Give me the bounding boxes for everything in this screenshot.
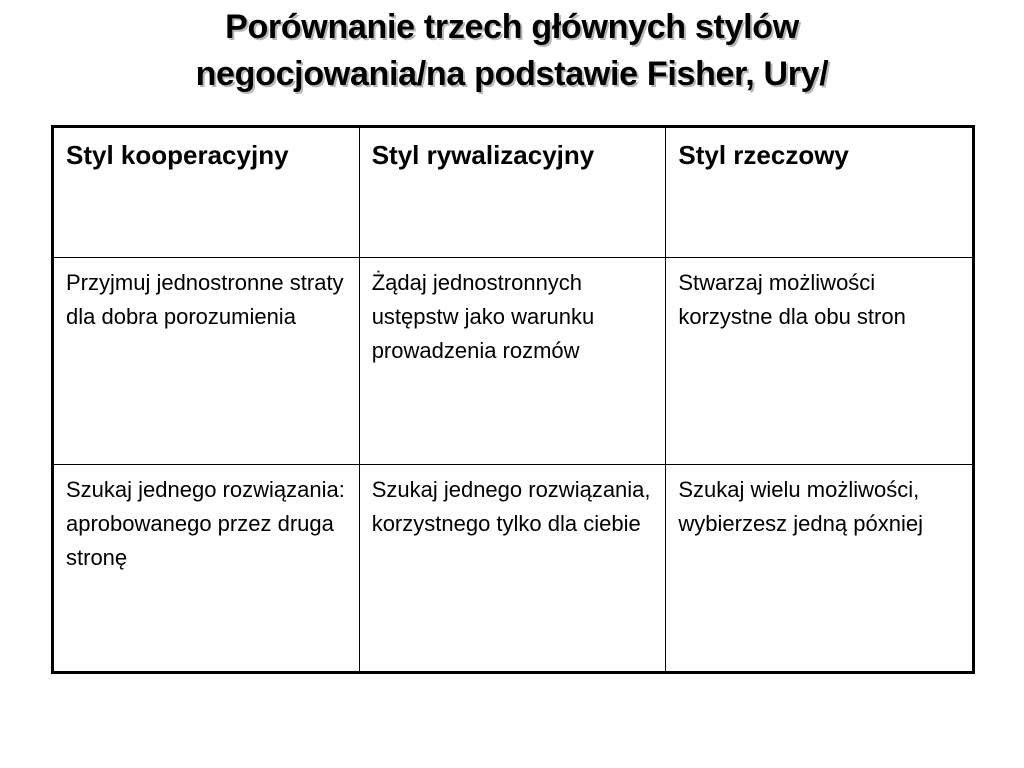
header-cell-cooperative: Styl kooperacyjny xyxy=(53,127,360,258)
table-row xyxy=(53,258,974,465)
table-cell: Szukaj jednego rozwiązania, korzystnego tylko dla ciebie xyxy=(359,465,666,673)
slide-title xyxy=(0,4,1024,98)
table-cell: Stwarzaj możliwości korzystne dla obu stron xyxy=(666,258,974,465)
comparison-table xyxy=(51,125,975,674)
slide-title-line-2: negocjowania/na podstawie Fisher, Ury/ xyxy=(195,55,829,93)
table-cell: Żądaj jednostronnych ustępstw jako warunku prowadzenia rozmów xyxy=(359,258,666,465)
table-row xyxy=(53,465,974,673)
header-cell-competitive: Styl rywalizacyjny xyxy=(359,127,666,258)
header-cell-principled: Styl rzeczowy xyxy=(666,127,974,258)
table-cell: Szukaj jednego rozwiązania: aprobowanego przez druga stronę xyxy=(53,465,360,673)
table-cell: Szukaj wielu możliwości, wybierzesz jedną póxniej xyxy=(666,465,974,673)
slide-title-line-1: Porównanie trzech głównych stylów xyxy=(225,8,799,46)
table-cell: Przyjmuj jednostronne straty dla dobra porozumienia xyxy=(53,258,360,465)
table-header-row xyxy=(53,127,974,258)
